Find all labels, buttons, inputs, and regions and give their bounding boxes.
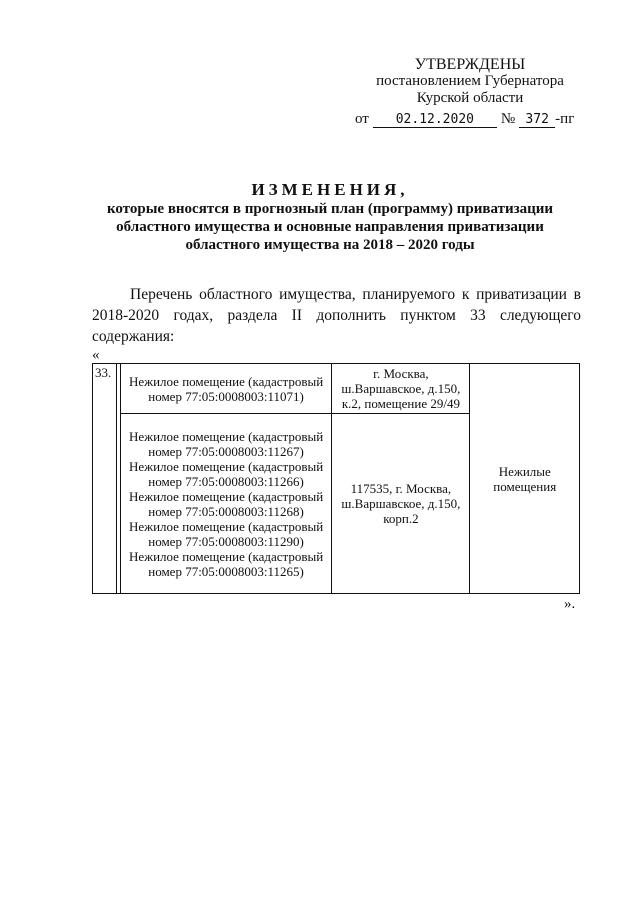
- approval-number: 372: [519, 112, 555, 128]
- property-name: Нежилое помещение (кадастровый номер 77:05:0008003:11268): [128, 488, 324, 519]
- quote-close: ».: [564, 596, 576, 612]
- item-index: 33.: [93, 364, 117, 594]
- approval-date-line: [355, 111, 595, 128]
- table-row: [93, 364, 580, 414]
- property-name: Нежилое помещение (кадастровый номер 77:05:0008003:11290): [128, 518, 324, 549]
- property-names-group: [120, 414, 332, 594]
- number-prefix: №: [500, 111, 516, 127]
- property-table: [92, 363, 580, 594]
- property-name: Нежилое помещение (кадастровый номер 77:05:0008003:11266): [128, 458, 324, 489]
- property-address: г. Москва, ш.Варшавское, д.150, к.2, помещение 29/49: [332, 364, 470, 414]
- title-sub-1: которые вносятся в прогнозный план (программу) приватизации: [106, 201, 554, 217]
- property-address: 117535, г. Москва, ш.Варшавское, д.150, корп.2: [332, 414, 470, 594]
- quote-open: «: [92, 347, 100, 363]
- approval-line-1: постановлением Губернатора: [376, 73, 564, 89]
- property-name: Нежилое помещение (кадастровый номер 77:05:0008003:11071): [120, 364, 332, 414]
- approval-block: [350, 56, 590, 107]
- approval-line-2: Курской области: [416, 90, 524, 106]
- property-type: Нежилые помещения: [470, 364, 580, 594]
- title-sub-3: областного имущества на 2018 – 2020 годы: [185, 237, 475, 253]
- property-name: Нежилое помещение (кадастровый номер 77:05:0008003:11267): [128, 428, 324, 459]
- title-sub-2: областного имущества и основные направления приватизации: [116, 219, 544, 235]
- number-suffix: -пг: [555, 111, 575, 127]
- approval-heading: УТВЕРЖДЕНЫ: [414, 56, 526, 73]
- title-main: ИЗМЕНЕНИЯ,: [251, 180, 409, 199]
- date-prefix: от: [355, 111, 369, 127]
- body-paragraph: Перечень областного имущества, планируемого к приватизации в 2018-2020 годах, раздела II дополнить пунктом 33 следующего содержания:: [92, 286, 581, 345]
- document-title: [60, 180, 600, 254]
- approval-date: 02.12.2020: [373, 112, 497, 128]
- property-name: Нежилое помещение (кадастровый номер 77:05:0008003:11265): [128, 548, 324, 579]
